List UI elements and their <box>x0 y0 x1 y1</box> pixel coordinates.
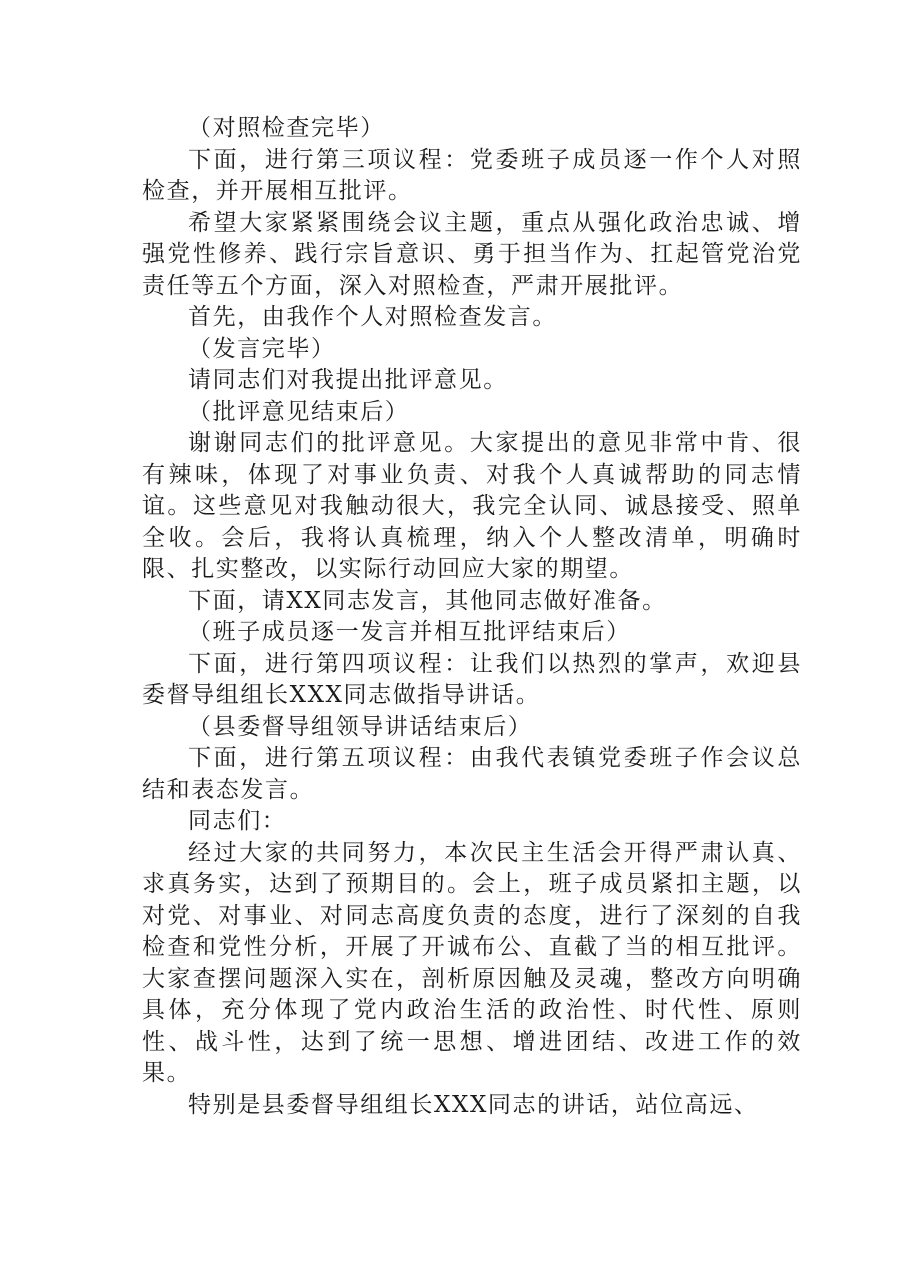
paragraph-agenda-item-3: 下面，进行第三项议程：党委班子成员逐一作个人对照检查，并开展相互批评。 <box>142 146 802 204</box>
paragraph-agenda-item-5: 下面，进行第五项议程：由我代表镇党委班子作会议总结和表态发言。 <box>142 745 802 803</box>
paragraph-expectations: 希望大家紧紧围绕会议主题，重点从强化政治忠诚、增强党性修养、践行宗旨意识、勇于担当作为、扛起管党治党责任等五个方面，深入对照检查，严肃开展批评。 <box>142 209 802 299</box>
paragraph-summary: 经过大家的共同努力，本次民主生活会开得严肃认真、求真务实，达到了预期目的。会上，班子成员紧扣主题，以对党、对事业、对同志高度负责的态度，进行了深刻的自我检查和党性分析，开展了开诚布公、直截了当的相互批评。大家查摆问题深入实在，剖析原因触及灵魂，整改方向明确具体，充分体现了党内政治生活的政治性、时代性、原则性、战斗性，达到了统一思想、增进团结、改进工作的效果。 <box>142 839 802 1086</box>
paragraph-agenda-item-4: 下面，进行第四项议程：让我们以热烈的掌声，欢迎县委督导组组长XXX同志做指导讲话。 <box>142 650 802 708</box>
paragraph-stage-note: （对照检查完毕） <box>188 115 385 141</box>
paragraph-stage-note: （发言完毕） <box>188 335 336 362</box>
paragraph-next-speaker: 下面，请XX同志发言，其他同志做好准备。 <box>188 587 667 614</box>
paragraph-salutation: 同志们： <box>188 808 287 834</box>
paragraph-stage-note: （县委督导组领导讲话结束后） <box>188 713 533 740</box>
paragraph-stage-note: （批评意见结束后） <box>188 398 410 425</box>
paragraph-request-criticism: 请同志们对我提出批评意见。 <box>188 367 508 393</box>
paragraph-self-check: 首先，由我作个人对照检查发言。 <box>188 304 557 330</box>
paragraph-stage-note: （班子成员逐一发言并相互批评结束后） <box>188 619 631 645</box>
paragraph-thanks: 谢谢同志们的批评意见。大家提出的意见非常中肯、很有辣味，体现了对事业负责、对我个人真诚帮助的同志情谊。这些意见对我触动很大，我完全认同、诚恳接受、照单全收。会后，我将认真梳理，纳入个人整改清单，明确时限、扎实整改，以实际行动回应大家的期望。 <box>142 430 802 582</box>
document-body <box>142 113 802 1121</box>
paragraph-closing-start: 特别是县委督导组组长XXX同志的讲话，站位高远、 <box>188 1091 759 1118</box>
